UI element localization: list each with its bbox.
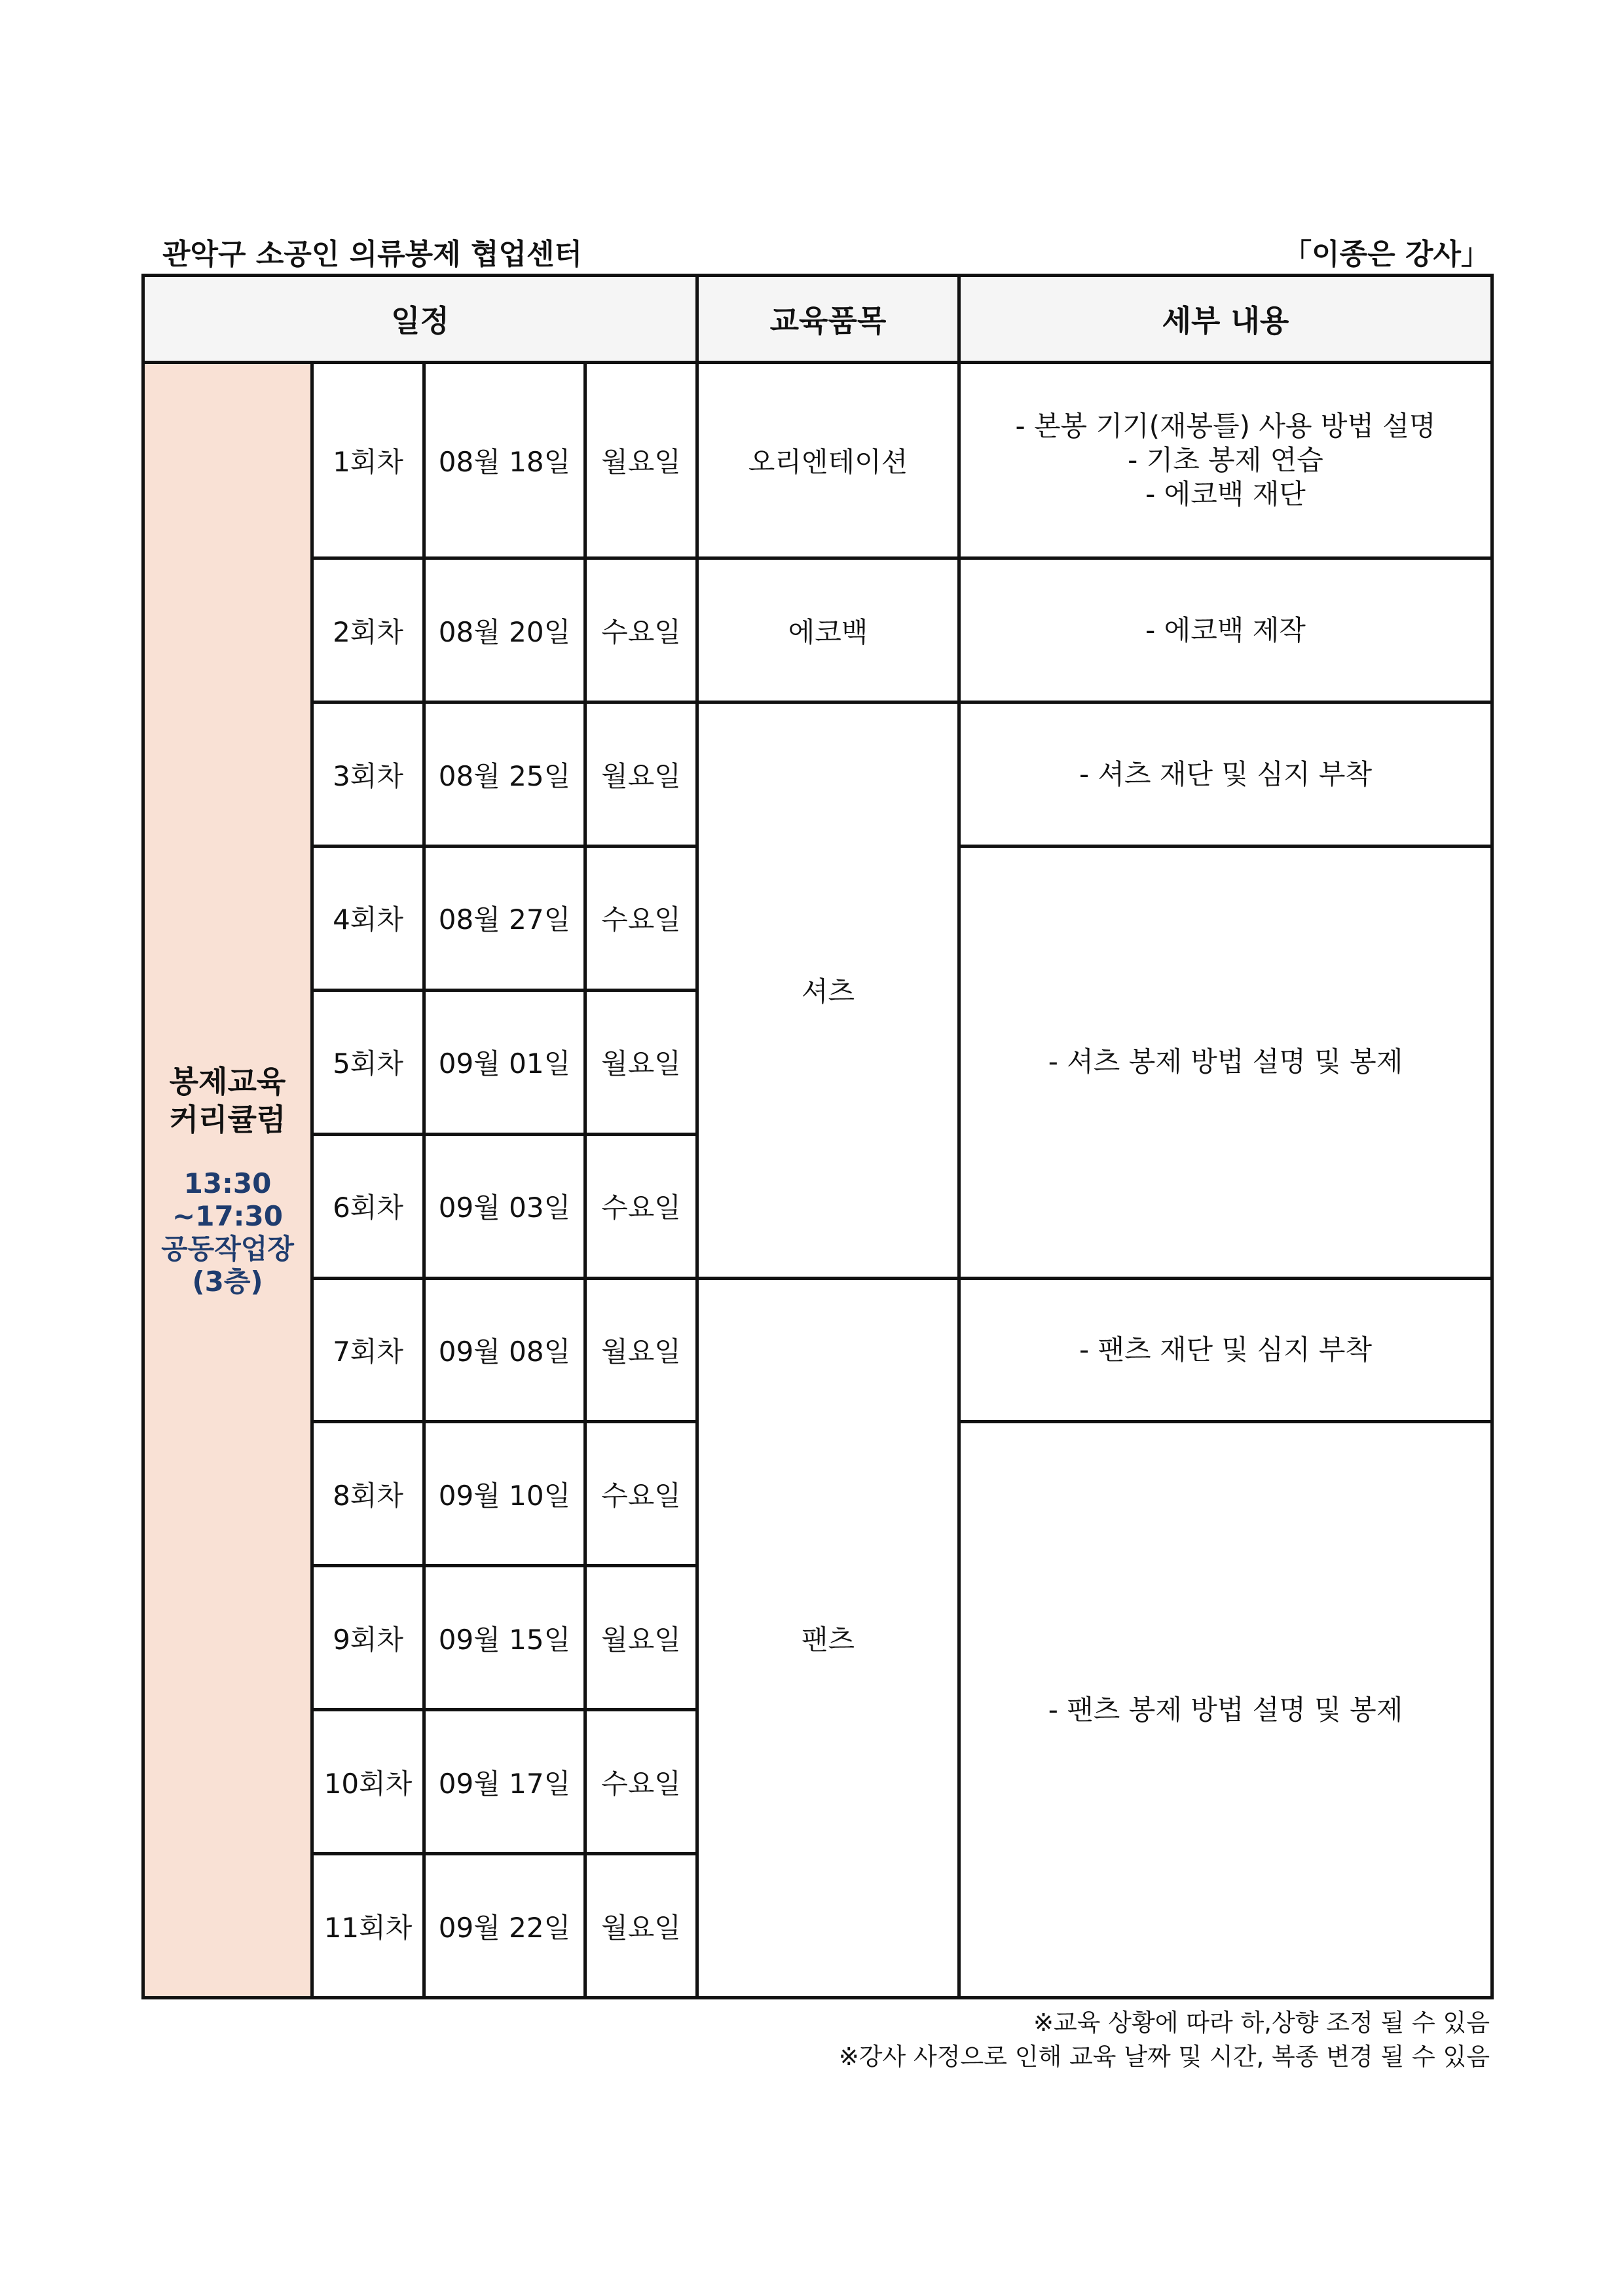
session-cell: 11회차 (312, 1854, 424, 1998)
date-cell: 08월 25일 (424, 702, 585, 847)
day-cell: 월요일 (585, 1278, 697, 1422)
detail-cell: - 팬츠 봉제 방법 설명 및 봉제 (959, 1422, 1492, 1998)
schedule-table (141, 274, 1494, 1999)
session-cell: 1회차 (312, 363, 424, 558)
item-cell-orientation: 오리엔테이션 (697, 363, 959, 558)
day-cell: 월요일 (585, 1566, 697, 1710)
session-cell: 6회차 (312, 1134, 424, 1278)
day-cell: 수요일 (585, 558, 697, 702)
footnote: ※강사 사정으로 인해 교육 날짜 및 시간, 복종 변경 될 수 있음 (838, 2043, 1490, 2071)
session-cell: 9회차 (312, 1566, 424, 1710)
session-cell: 7회차 (312, 1278, 424, 1422)
session-cell: 10회차 (312, 1710, 424, 1854)
detail-cell: - 팬츠 재단 및 심지 부착 (959, 1278, 1492, 1422)
day-cell: 월요일 (585, 990, 697, 1134)
date-cell: 08월 27일 (424, 846, 585, 990)
column-header-item: 교육품목 (697, 276, 959, 363)
detail-cell: - 에코백 제작 (959, 558, 1492, 702)
detail-cell: - 셔츠 재단 및 심지 부착 (959, 702, 1492, 847)
table-row (143, 363, 1492, 558)
date-cell: 08월 18일 (424, 363, 585, 558)
item-cell-pants: 팬츠 (697, 1278, 959, 1997)
date-cell: 08월 20일 (424, 558, 585, 702)
table-row (143, 1278, 1492, 1422)
detail-cell: - 본봉 기기(재봉틀) 사용 방법 설명 - 기초 봉제 연습 - 에코백 재단 (959, 363, 1492, 558)
date-cell: 09월 08일 (424, 1278, 585, 1422)
date-cell: 09월 01일 (424, 990, 585, 1134)
document-title: 관악구 소공인 의류봉제 협업센터 (162, 238, 583, 271)
column-header-schedule: 일정 (143, 276, 697, 363)
curriculum-time-place: 13:30 ~17:30 공동작업장 (3층) (161, 1167, 294, 1298)
session-cell: 3회차 (312, 702, 424, 847)
curriculum-label (143, 363, 312, 1998)
day-cell: 월요일 (585, 702, 697, 847)
date-cell: 09월 03일 (424, 1134, 585, 1278)
instructor-name: 「이종은 강사」 (1283, 238, 1490, 271)
footnotes (839, 2006, 1490, 2074)
item-cell-shirts: 셔츠 (697, 702, 959, 1279)
session-cell: 2회차 (312, 558, 424, 702)
item-cell-ecobag: 에코백 (697, 558, 959, 702)
session-cell: 8회차 (312, 1422, 424, 1566)
date-cell: 09월 15일 (424, 1566, 585, 1710)
day-cell: 월요일 (585, 1854, 697, 1998)
day-cell: 수요일 (585, 1710, 697, 1854)
date-cell: 09월 17일 (424, 1710, 585, 1854)
session-cell: 4회차 (312, 846, 424, 990)
day-cell: 수요일 (585, 846, 697, 990)
table-row (143, 702, 1492, 847)
date-cell: 09월 10일 (424, 1422, 585, 1566)
column-header-details: 세부 내용 (959, 276, 1492, 363)
day-cell: 수요일 (585, 1422, 697, 1566)
table-header-row (143, 276, 1492, 363)
table-row (143, 558, 1492, 702)
footnote: ※교육 상황에 따라 하,상향 조정 될 수 있음 (1033, 2009, 1490, 2037)
day-cell: 월요일 (585, 363, 697, 558)
curriculum-title: 봉제교육 커리큘럼 (169, 1063, 286, 1137)
date-cell: 09월 22일 (424, 1854, 585, 1998)
detail-cell: - 셔츠 봉제 방법 설명 및 봉제 (959, 846, 1492, 1278)
day-cell: 수요일 (585, 1134, 697, 1278)
session-cell: 5회차 (312, 990, 424, 1134)
